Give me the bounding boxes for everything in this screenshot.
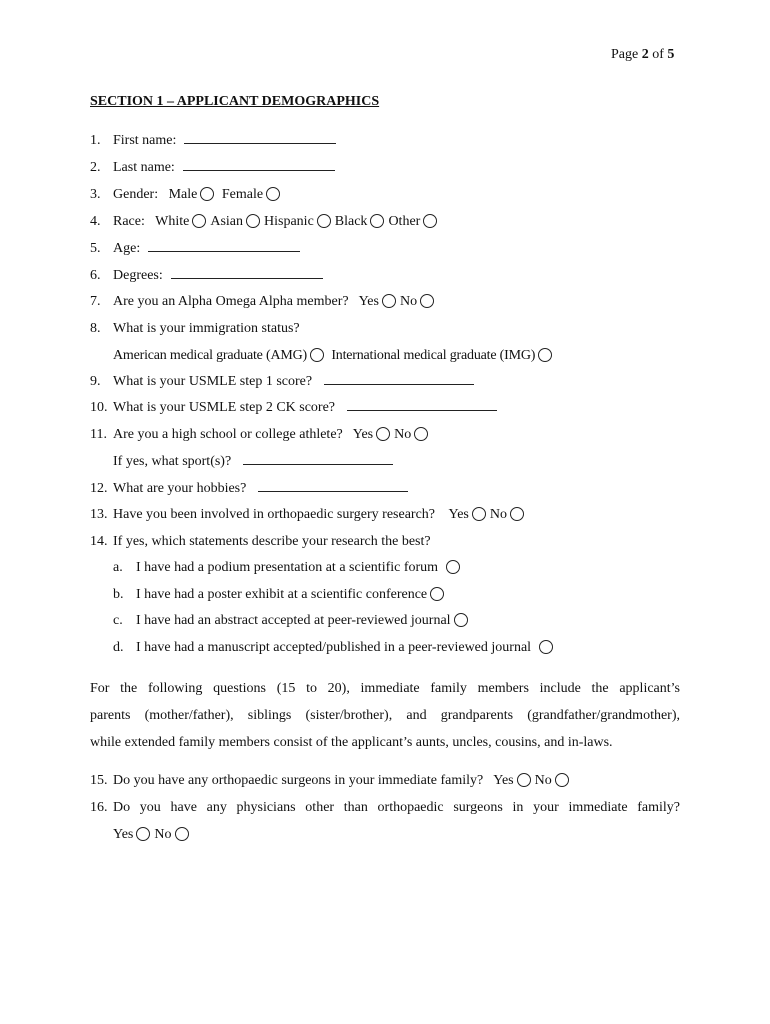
question-number: 14. [90, 534, 108, 549]
gender-male-radio[interactable] [200, 187, 214, 201]
question-age [90, 241, 300, 257]
question-label: Are you a high school or college athlete? [113, 427, 343, 442]
question-last-name [90, 160, 335, 176]
item-text: I have had a podium presentation at a scientific forum [136, 560, 439, 575]
question-label: What is your USMLE step 1 score? [113, 374, 313, 389]
option-label: No [394, 427, 412, 442]
race-asian-radio[interactable] [246, 214, 260, 228]
question-number: 16. [90, 800, 108, 815]
option-label: No [154, 827, 172, 842]
ortho-family-no-radio[interactable] [555, 773, 569, 787]
step2-score-field[interactable] [347, 409, 497, 411]
option-label: Female [221, 187, 264, 202]
question-number: 3. [90, 187, 101, 202]
section-title: SECTION 1 – APPLICANT DEMOGRAPHICS [90, 94, 380, 109]
race-other-radio[interactable] [423, 214, 437, 228]
question-number: 5. [90, 241, 101, 256]
option-label: American medical graduate (AMG) [113, 348, 307, 363]
img-radio[interactable] [538, 348, 552, 362]
first-name-field[interactable] [184, 142, 336, 144]
question-label: Age: [113, 241, 141, 256]
physician-family-yes-radio[interactable] [136, 827, 150, 841]
question-label: Gender: [113, 187, 159, 202]
aoa-no-radio[interactable] [420, 294, 434, 308]
research-yes-radio[interactable] [472, 507, 486, 521]
question-label: If yes, what sport(s)? [113, 454, 232, 469]
item-letter: d. [113, 640, 124, 655]
question-label: First name: [113, 133, 177, 148]
research-no-radio[interactable] [510, 507, 524, 521]
question-label: If yes, which statements describe your research the best? [113, 534, 431, 549]
hobbies-field[interactable] [258, 490, 408, 492]
option-label: Black [334, 214, 368, 229]
page-of: of [652, 47, 664, 62]
athlete-no-radio[interactable] [414, 427, 428, 441]
item-text: I have had a manuscript accepted/published in a peer-reviewed journal [136, 640, 532, 655]
question-sports [113, 454, 393, 470]
option-label: No [489, 507, 507, 522]
question-ortho-family [90, 773, 573, 789]
option-label: Other [388, 214, 421, 229]
item-letter: a. [113, 560, 123, 575]
option-label: White [155, 214, 190, 229]
item-letter: c. [113, 613, 123, 628]
question-number: 8. [90, 321, 101, 336]
question-label: Do you have any orthopaedic surgeons in your immediate family? [113, 773, 484, 788]
question-number: 2. [90, 160, 101, 175]
option-label: No [534, 773, 552, 788]
poster-radio[interactable] [430, 587, 444, 601]
question-label: Have you been involved in orthopaedic surgery research? [113, 507, 436, 522]
question-label: What are your hobbies? [113, 481, 247, 496]
paragraph-line: parents (mother/father), siblings (sister/brother), and grandparents (grandfather/grandmother), [90, 708, 680, 723]
physician-family-options [113, 827, 193, 843]
question-research [90, 507, 528, 523]
paragraph-line: while extended family members consist of the applicant’s aunts, uncles, cousins, and in-laws. [90, 735, 613, 750]
race-white-radio[interactable] [192, 214, 206, 228]
research-item-d [113, 640, 557, 656]
physician-family-no-radio[interactable] [175, 827, 189, 841]
option-label: Yes [358, 294, 379, 309]
question-hobbies [90, 481, 408, 497]
question-label: What is your immigration status? [113, 321, 300, 336]
option-label: Male [168, 187, 198, 202]
race-hispanic-radio[interactable] [317, 214, 331, 228]
abstract-radio[interactable] [454, 613, 468, 627]
question-label: Are you an Alpha Omega Alpha member? [113, 294, 349, 309]
question-label: Race: [113, 214, 145, 229]
question-race [90, 214, 441, 230]
question-number: 4. [90, 214, 101, 229]
option-label: Yes [448, 507, 469, 522]
question-label: Last name: [113, 160, 175, 175]
question-first-name [90, 133, 336, 149]
amg-radio[interactable] [310, 348, 324, 362]
race-black-radio[interactable] [370, 214, 384, 228]
age-field[interactable] [148, 250, 300, 252]
research-item-a [113, 560, 464, 576]
degrees-field[interactable] [171, 277, 323, 279]
page-total: 5 [667, 47, 675, 62]
option-label: No [399, 294, 418, 309]
question-label: Degrees: [113, 268, 163, 283]
option-label: Yes [352, 427, 374, 442]
question-number: 15. [90, 773, 108, 788]
option-label: Hispanic [264, 214, 314, 229]
question-number: 11. [90, 427, 107, 442]
page-current: 2 [641, 47, 649, 62]
ortho-family-yes-radio[interactable] [517, 773, 531, 787]
item-text: I have had a poster exhibit at a scientific conference [136, 587, 428, 602]
item-letter: b. [113, 587, 124, 602]
question-number: 7. [90, 294, 101, 309]
question-number: 6. [90, 268, 101, 283]
family-definition-paragraph [90, 675, 680, 756]
question-physician-family [90, 800, 680, 816]
sports-field[interactable] [243, 463, 393, 465]
question-label: Do you have any physicians other than orthopaedic surgeons in your immediate family? [113, 800, 680, 815]
immigration-options [113, 348, 556, 364]
item-text: I have had an abstract accepted at peer-reviewed journal [136, 613, 451, 628]
question-step2 [90, 400, 497, 416]
question-immigration [90, 321, 300, 337]
page-number [611, 47, 674, 63]
option-label: International medical graduate (IMG) [331, 348, 536, 363]
question-athlete [90, 427, 432, 443]
question-number: 10. [90, 400, 108, 415]
research-item-c [113, 613, 472, 629]
page-prefix: Page [611, 47, 639, 62]
last-name-field[interactable] [183, 169, 335, 171]
paragraph-line: For the following questions (15 to 20), immediate family members include the applicant’s [90, 681, 680, 696]
gender-female-radio[interactable] [266, 187, 280, 201]
question-gender [90, 187, 284, 203]
aoa-yes-radio[interactable] [382, 294, 396, 308]
research-item-b [113, 587, 448, 603]
option-label: Yes [113, 827, 134, 842]
question-aoa [90, 294, 438, 310]
podium-radio[interactable] [446, 560, 460, 574]
question-label: What is your USMLE step 2 CK score? [113, 400, 336, 415]
question-number: 1. [90, 133, 101, 148]
athlete-yes-radio[interactable] [376, 427, 390, 441]
question-step1 [90, 374, 474, 390]
manuscript-radio[interactable] [539, 640, 553, 654]
question-degrees [90, 268, 323, 284]
option-label: Yes [493, 773, 514, 788]
question-number: 13. [90, 507, 108, 522]
option-label: Asian [210, 214, 244, 229]
question-number: 12. [90, 481, 108, 496]
question-research-statements [90, 534, 431, 550]
step1-score-field[interactable] [324, 383, 474, 385]
question-number: 9. [90, 374, 101, 389]
